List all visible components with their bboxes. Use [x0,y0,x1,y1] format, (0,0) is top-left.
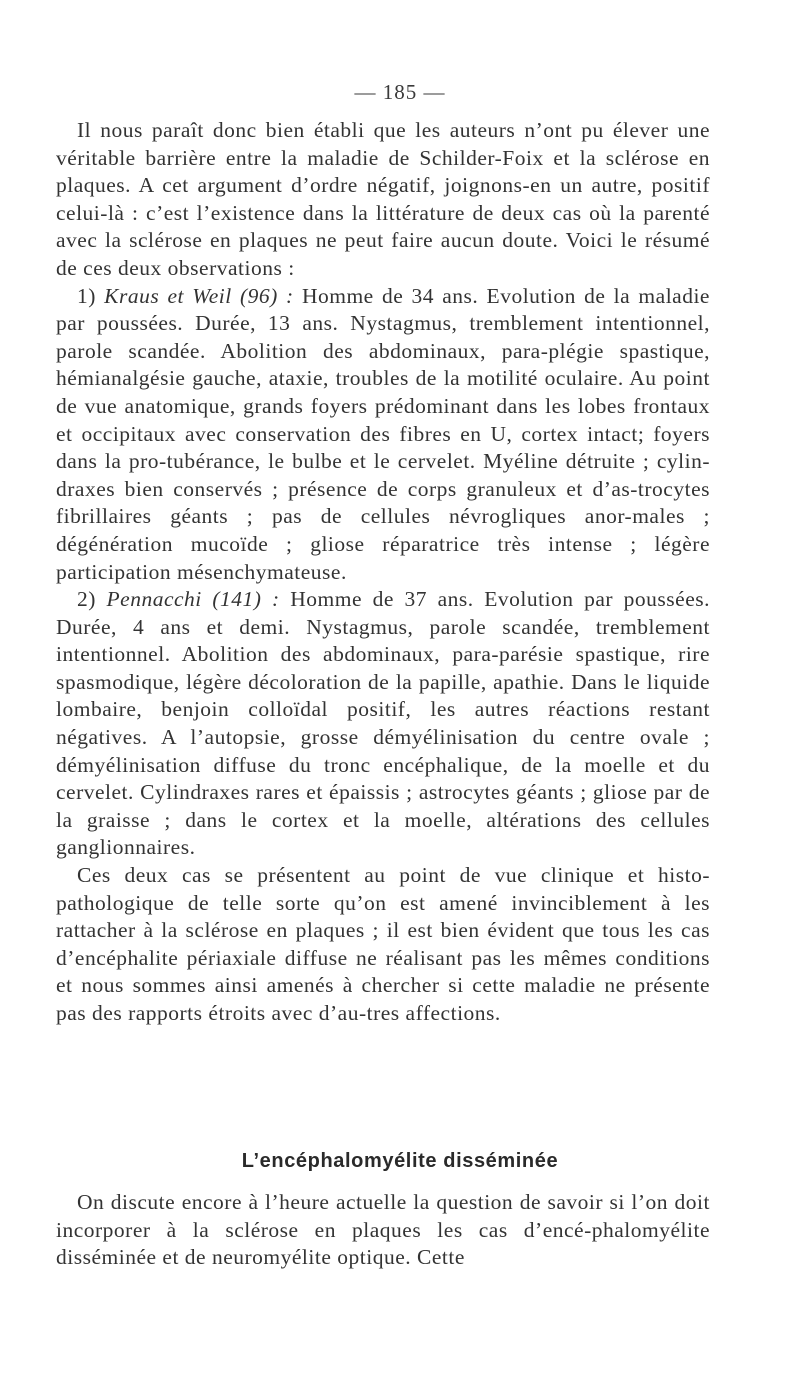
paragraph-intro: Il nous paraît donc bien établi que les auteurs n’ont pu élever une véritable barrière entre la maladie de Schilder-Foix et la sclérose en plaques. A cet argument d’ordre négatif, joignons-en un autre, positif celui-là : c’est l’existence dans la littérature de deux cas où la parenté avec la sclérose en plaques ne peut faire aucun doute. Voici le résumé de ces deux observations : [56,118,710,280]
page-number: — 185 — [354,80,446,104]
case-2-text: Homme de 37 ans. Evolution par poussées. Durée, 4 ans et demi. Nystagmus, parole scandée, tremblement intentionnel. Abolition des abdominaux, para-parésie spastique, rire spasmodique, légère décoloration de la papille, apathie. Dans le liquide lombaire, benjoin colloïdal positif, les autres réactions restant négatives. A l’autopsie, grosse démyélinisation du centre ovale ; démyélinisation diffuse du tronc encéphalique, de la moelle et du cervelet. Cylindraxes rares et épaissis ; astrocytes géants ; gliose par de la graisse ; dans le cortex et la moelle, altérations des cellules ganglionnaires. [56,587,710,860]
paragraph-case-1 [56,283,710,587]
case-1-number: 1) [77,283,105,308]
paragraph-case-2 [56,586,710,862]
case-1-reference: Kraus et Weil (96) : [104,283,294,308]
section-body-text [56,1189,710,1272]
section-heading: L’encéphalomyélite disséminée [241,1150,559,1172]
case-1-text: Homme de 34 ans. Evolution de la maladie par poussées. Durée, 13 ans. Nystagmus, tremblement intentionnel, parole scandée. Abolition des abdominaux, para-plégie spastique, hémianalgésie gauche, ataxie, troubles de la motilité oculaire. Au point de vue anatomique, grands foyers prédominant dans les lobes frontaux et occipitaux avec conservation des fibres en U, cortex intact; foyers dans la pro-tubérance, le bulbe et le cervelet. Myéline détruite ; cylin-draxes bien conservés ; présence de corps granuleux et d’as-trocytes fibrillaires géants ; pas de cellules névrogliques anor-males ; dégénération mucoïde ; gliose réparatrice très intense ; légère participation mésenchymateuse. [56,283,710,584]
paragraph-conclusion: Ces deux cas se présentent au point de vue clinique et histo-pathologique de telle sorte qu’on est amené invinciblement à les rattacher à la sclérose en plaques ; il est bien évident que tous les cas d’encéphalite périaxiale diffuse ne réalisant pas les mêmes conditions et nous sommes ainsi amenés à chercher si cette maladie ne présente pas des rapports étroits avec d’au-tres affections. [56,863,710,1025]
case-2-reference: Pennacchi (141) : [106,587,280,612]
body-text [56,117,710,1028]
section-paragraph: On discute encore à l’heure actuelle la question de savoir si l’on doit incorporer à la sclérose en plaques les cas d’encé-phalomyélite disséminée et de neuromyélite optique. Cette [56,1190,710,1270]
case-2-number: 2) [77,587,107,612]
